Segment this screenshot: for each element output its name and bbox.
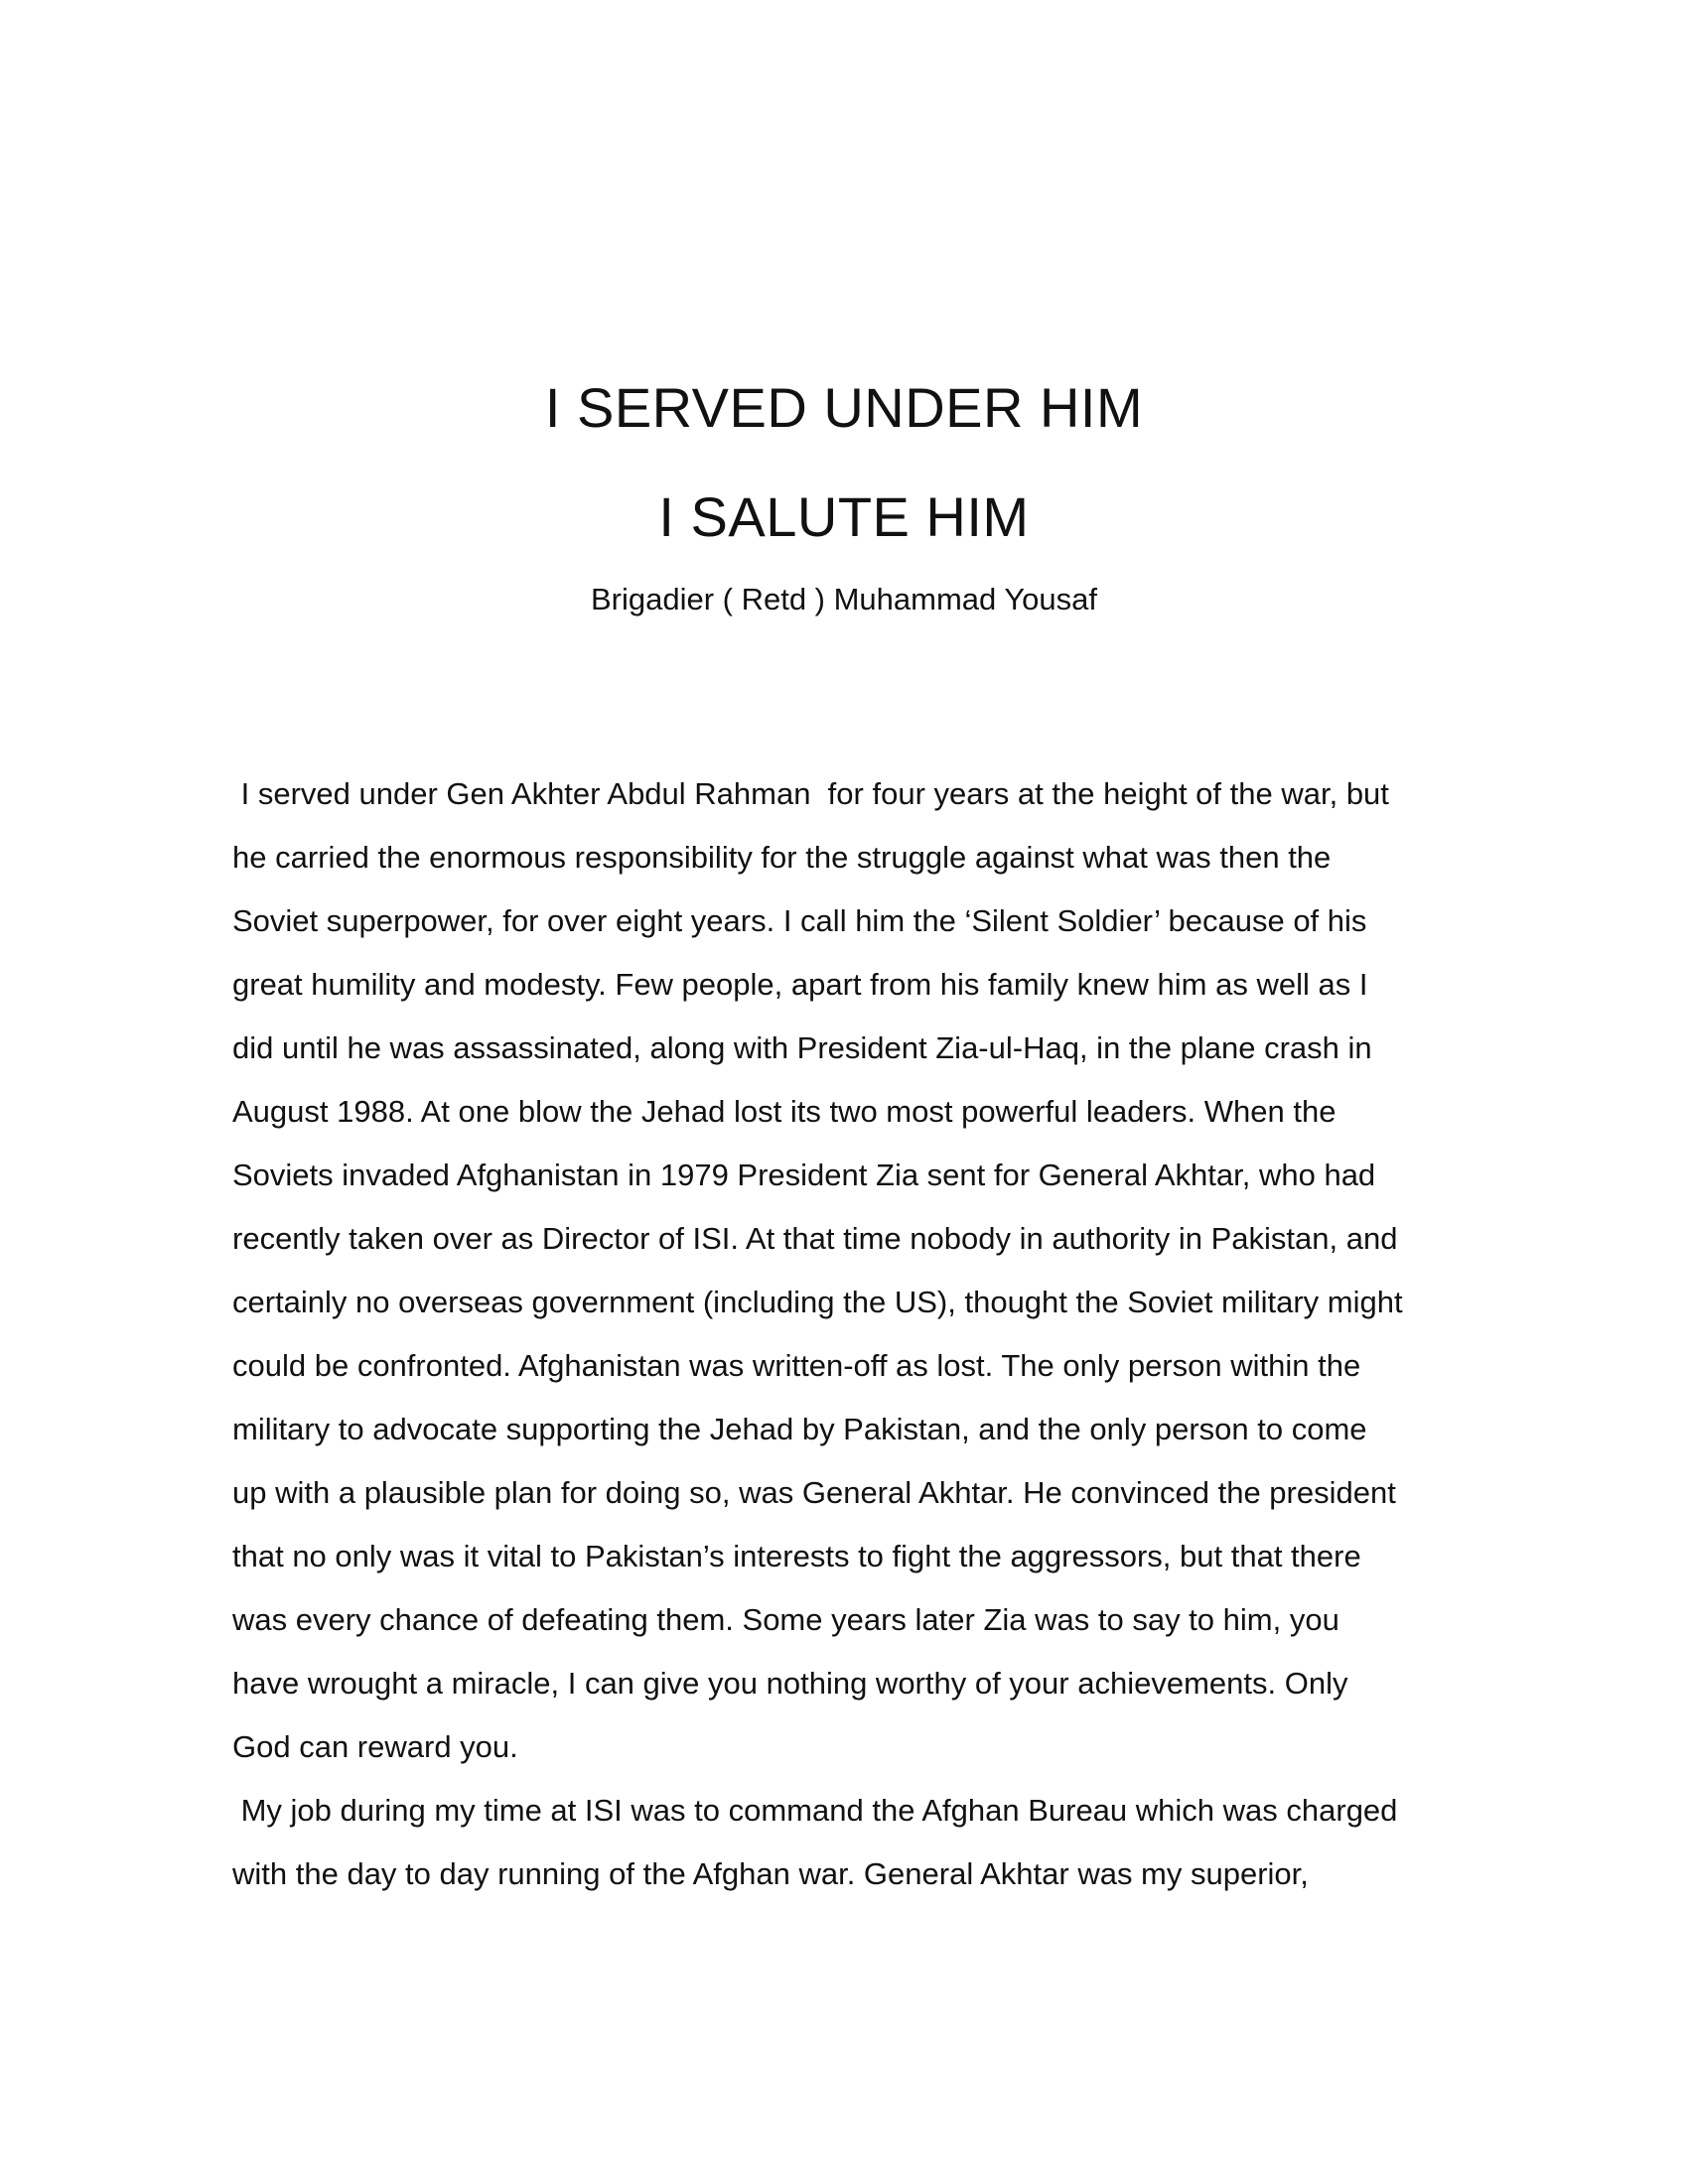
body-line: have wrought a miracle, I can give you nothing worthy of your achievements. Only	[232, 1666, 1348, 1701]
body-line: recently taken over as Director of ISI. At that time nobody in authority in Pakistan, and	[232, 1221, 1398, 1256]
body-line: My job during my time at ISI was to command the Afghan Bureau which was charged	[232, 1793, 1398, 1828]
body-text	[232, 762, 1483, 1906]
title-line-2: I SALUTE HIM	[658, 485, 1030, 548]
body-line: with the day to day running of the Afghan war. General Akhtar was my superior,	[232, 1856, 1309, 1891]
body-line: great humility and modesty. Few people, apart from his family knew him as well as I	[232, 967, 1368, 1002]
body-line: God can reward you.	[232, 1729, 518, 1764]
body-line: he carried the enormous responsibility for the struggle against what was then the	[232, 840, 1332, 875]
body-line: was every chance of defeating them. Some years later Zia was to say to him, you	[232, 1602, 1339, 1637]
body-line: certainly no overseas government (including the US), thought the Soviet military might	[232, 1285, 1403, 1319]
body-line: could be confronted. Afghanistan was written-off as lost. The only person within the	[232, 1348, 1361, 1383]
body-line: Soviets invaded Afghanistan in 1979 President Zia sent for General Akhtar, who had	[232, 1158, 1376, 1192]
body-line: August 1988. At one blow the Jehad lost its two most powerful leaders. When the	[232, 1094, 1336, 1129]
body-line: Soviet superpower, for over eight years. I call him the ‘Silent Soldier’ because of his	[232, 903, 1367, 938]
body-line: did until he was assassinated, along with President Zia-ul-Haq, in the plane crash in	[232, 1030, 1372, 1065]
body-line: that no only was it vital to Pakistan’s interests to fight the aggressors, but that there	[232, 1539, 1361, 1573]
body-line: up with a plausible plan for doing so, was General Akhtar. He convinced the president	[232, 1475, 1396, 1510]
body-line: I served under Gen Akhter Abdul Rahman for four years at the height of the war, but	[232, 776, 1389, 811]
title-line-1: I SERVED UNDER HIM	[544, 376, 1144, 439]
body-line: military to advocate supporting the Jehad by Pakistan, and the only person to come	[232, 1412, 1367, 1446]
author-byline: Brigadier ( Retd ) Muhammad Yousaf	[590, 582, 1098, 616]
